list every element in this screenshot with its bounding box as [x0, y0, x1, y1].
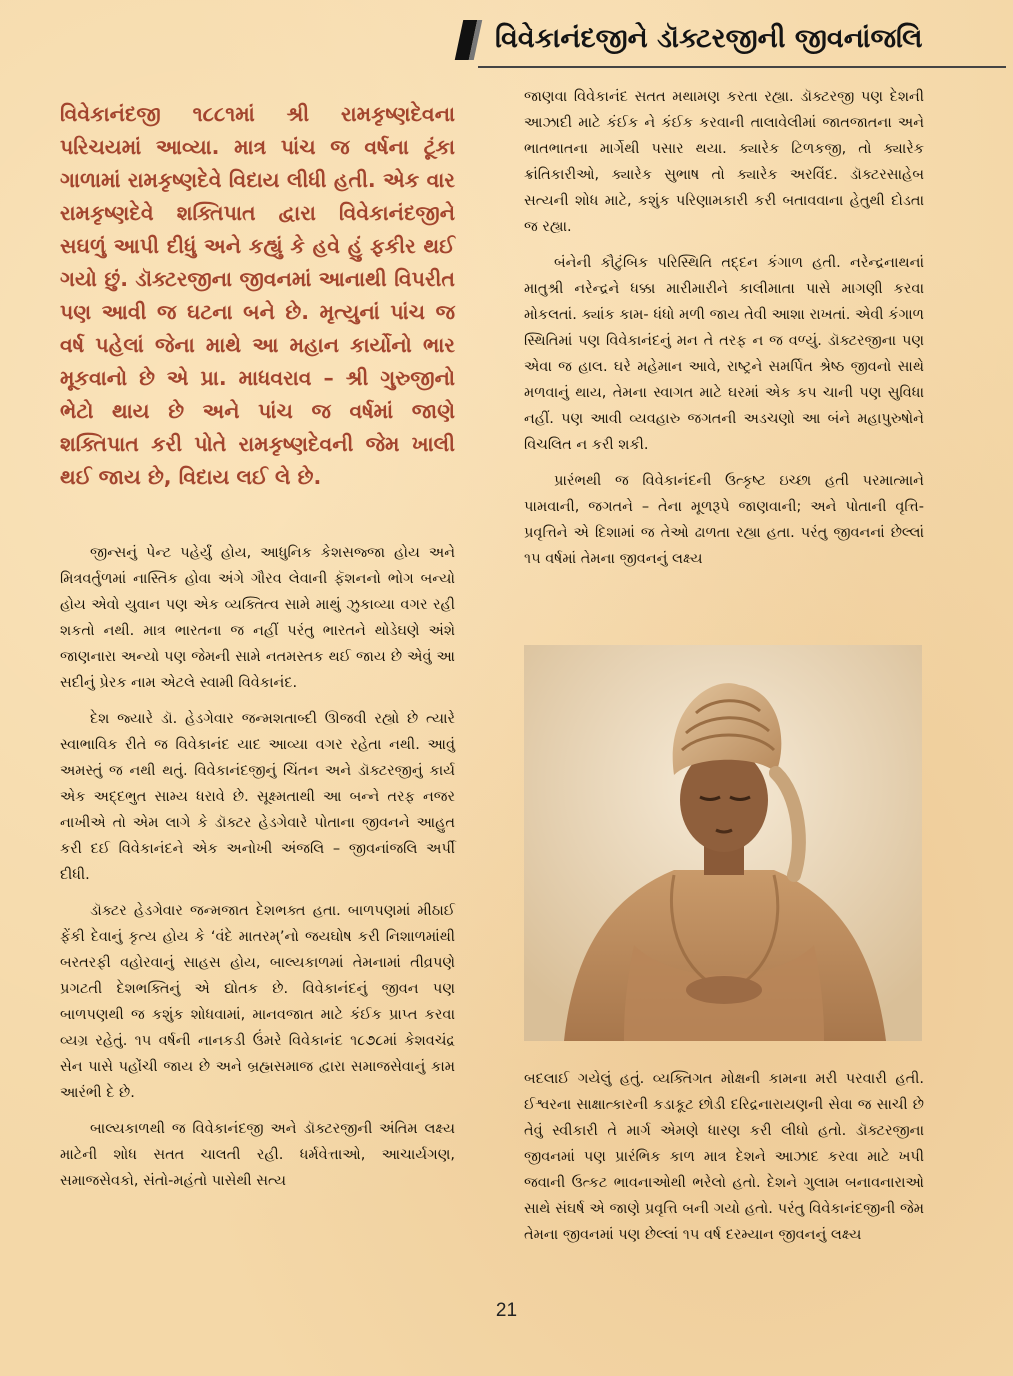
- paragraph: બદલાઈ ગયેલું હતું. વ્યક્તિગત મોક્ષની કામના મરી પરવારી હતી. ઈશ્વરના સાક્ષાત્કારની કડાકૂટ છોડી દરિદ્રનારાયણની સેવા જ સાચી છે તેવું સ્વીકારી તે માર્ગ એમણે ધારણ કરી લીધો હતો. ડૉક્ટરજીના જીવનમાં પણ પ્રારંભિક કાળ માત્ર દેશને આઝાદ કરવા માટે ખપી જવાની ઉત્કટ ભાવનાઓથી ભરેલો હતો. દેશને ગુલામ બનાવનારાઓ સાથે સંઘર્ષ એ જાણે પ્રવૃત્તિ બની ગયો હતો. પરંતુ વિવેકાનંદજીની જેમ તેમના જીવનમાં પણ છેલ્લાં ૧૫ વર્ષ દરમ્યાન જીવનનું લક્ષ્ય: [524, 1071, 924, 1243]
- right-column-bottom: [524, 1066, 924, 1258]
- header-rule: [478, 66, 1006, 68]
- paragraph: બંનેની કૌટુંબિક પરિસ્થિતિ તદ્દન કંગાળ હતી. નરેન્દ્રનાથનાં માતુશ્રી નરેન્દ્રને ધક્કા મારીમારીને કાલીમાતા પાસે માગણી કરવા મોકલતાં. ક્યાંક કામ- ધંધો મળી જાય તેવી આશા રાખતાં. એવી કંગાળ સ્થિતિમાં પણ વિવેકાનંદનું મન તે તરફ ન જ વળ્યું. ડૉક્ટરજીના પણ એવા જ હાલ. ઘરે મહેમાન આવે, રાષ્ટ્રને સમર્પિત શ્રેષ્ઠ જીવનો સાથે મળવાનું થાય, તેમના સ્વાગત માટે ઘરમાં એક કપ ચાની પણ સુવિધા નહીં. પણ આવી વ્યવહારુ જગતની અડચણો આ બંને મહાપુરુષોને વિચલિત ન કરી શકી.: [524, 255, 924, 453]
- paragraph: પ્રારંભથી જ વિવેકાનંદની ઉત્કૃષ્ટ ઇચ્છા હતી પરમાત્માને પામવાની, જગતને – તેના મૂળરૂપે જાણવાની; અને પોતાની વૃત્તિ-પ્રવૃત્તિને એ દિશામાં જ તેઓ ઢાળતા રહ્યા હતા. પરંતુ જીવનનાં છેલ્લાં ૧૫ વર્ષમાં તેમના જીવનનું લક્ષ્ય: [524, 473, 924, 567]
- vivekananda-photo: [524, 645, 922, 1041]
- paragraph: દેશ જ્યારે ડૉ. હેડગેવાર જન્મશતાબ્દી ઊજવી રહ્યો છે ત્યારે સ્વાભાવિક રીતે જ વિવેકાનંદ યાદ આવ્યા વગર રહેતા નથી. આવું અમસ્તું જ નથી થતું. વિવેકાનંદજીનું ચિંતન અને ડૉક્ટરજીનું કાર્ય એક અદ્દભુત સામ્ય ધરાવે છે. સૂક્ષ્મતાથી આ બન્ને તરફ નજર નાખીએ તો એમ લાગે કે ડૉક્ટર હેડગેવારે પોતાના જીવનને આહુત કરી દઈ વિવેકાનંદને એક અનોખી અંજલિ – જીવનાંજલિ અર્પી દીધી.: [60, 711, 455, 883]
- left-column: [60, 540, 455, 1204]
- pull-quote: વિવેકાનંદજી ૧૮૮૧માં શ્રી રામકૃષ્ણદેવના પરિચયમાં આવ્યા. માત્ર પાંચ જ વર્ષના ટૂંકા ગાળામાં રામકૃષ્ણદેવે વિદાય લીધી હતી. એક વાર રામકૃષ્ણદેવે શક્તિપાત દ્વારા વિવેકાનંદજીને સઘળું આપી દીધું અને કહ્યું કે હવે હું ફકીર થઈ ગયો છું. ડૉક્ટરજીના જીવનમાં આનાથી વિપરીત પણ આવી જ ઘટના બને છે. મૃત્યુનાં પાંચ જ વર્ષ પહેલાં જેના માથે આ મહાન કાર્યોનો ભાર મૂકવાનો છે એ પ્રા. માધવરાવ – શ્રી ગુરુજીનો ભેટો થાય છે અને પાંચ જ વર્ષમાં જાણે શક્તિપાત કરી પોતે રામકૃષ્ણદેવની જેમ ખાલી થઈ જાય છે, વિદાય લઈ લે છે.: [60, 102, 455, 489]
- right-column-top: [524, 84, 924, 582]
- paragraph: બાલ્યકાળથી જ વિવેકાનંદજી અને ડૉક્ટરજીની અંતિમ લક્ષ્ય માટેની શોધ સતત ચાલતી રહી. ધર્મવેત્તાઓ, આચાર્યગણ, સમાજસેવકો, સંતો-મહંતો પાસેથી સત્ય: [60, 1121, 455, 1189]
- paragraph: જાણવા વિવેકાનંદ સતત મથામણ કરતા રહ્યા. ડૉક્ટરજી પણ દેશની આઝાદી માટે કંઈક ને કંઈક કરવાની તાલાવેલીમાં જાતજાતના અને ભાતભાતના માર્ગેથી પસાર થયા. ક્યારેક ટિળકજી, તો ક્યારેક ક્રાંતિકારીઓ, ક્યારેક સુભાષ તો ક્યારેક અરવિંદ. ડૉક્ટરસાહેબ સત્યની શોધ માટે, કશુંક પરિણામકારી કરી બતાવવાના હેતુથી દોડતા જ રહ્યા.: [524, 89, 924, 235]
- article-title: વિવેકાનંદજીને ડૉક્ટરજીની જીવનાંજલિ: [495, 23, 923, 54]
- paragraph: જીન્સનું પેન્ટ પહેર્યું હોય, આધુનિક કેશસજ્જા હોય અને મિત્રવર્તુળમાં નાસ્તિક હોવા અંગે ગૌરવ લેવાની ફૅશનનો ભોગ બન્યો હોય એવો યુવાન પણ એક વ્યક્તિત્વ સામે માથું ઝુકાવ્યા વગર રહી શકતો નથી. માત્ર ભારતના જ નહીં પરંતુ ભારતને થોડેઘણે અંશે જાણનારા અન્યો પણ જેમની સામે નતમસ્તક થઈ જાય છે એવું આ સદીનું પ્રેરક નામ એટલે સ્વામી વિવેકાનંદ.: [60, 545, 455, 691]
- meditating-figure-illustration: [524, 645, 922, 1041]
- page-header: [455, 14, 1007, 64]
- paragraph: ડૉક્ટર હેડગેવાર જન્મજાત દેશભક્ત હતા. બાળપણમાં મીઠાઈ ફેંકી દેવાનું કૃત્ય હોય કે ‘વંદે માતરમ્’નો જયઘોષ કરી નિશાળમાંથી બરતરફી વહોરવાનું સાહસ હોય, બાલ્યકાળમાં તેમનામાં તીવ્રપણે પ્રગટતી દેશભક્તિનું એ દ્યોતક છે. વિવેકાનંદનું જીવન પણ બાળપણથી જ કશુંક શોધવામાં, માનવજાત માટે કંઈક પ્રાપ્ત કરવા વ્યગ્ર રહેતું. ૧૫ વર્ષની નાનકડી ઉંમરે વિવેકાનંદ ૧૮૭૮માં કેશવચંદ્ર સેન પાસે પહોંચી જાય છે અને બ્રહ્મસમાજ દ્વારા સમાજસેવાનું કામ આરંભી દે છે.: [60, 903, 455, 1101]
- header-bar-mark: [455, 16, 481, 62]
- page-number: 21: [495, 1300, 518, 1321]
